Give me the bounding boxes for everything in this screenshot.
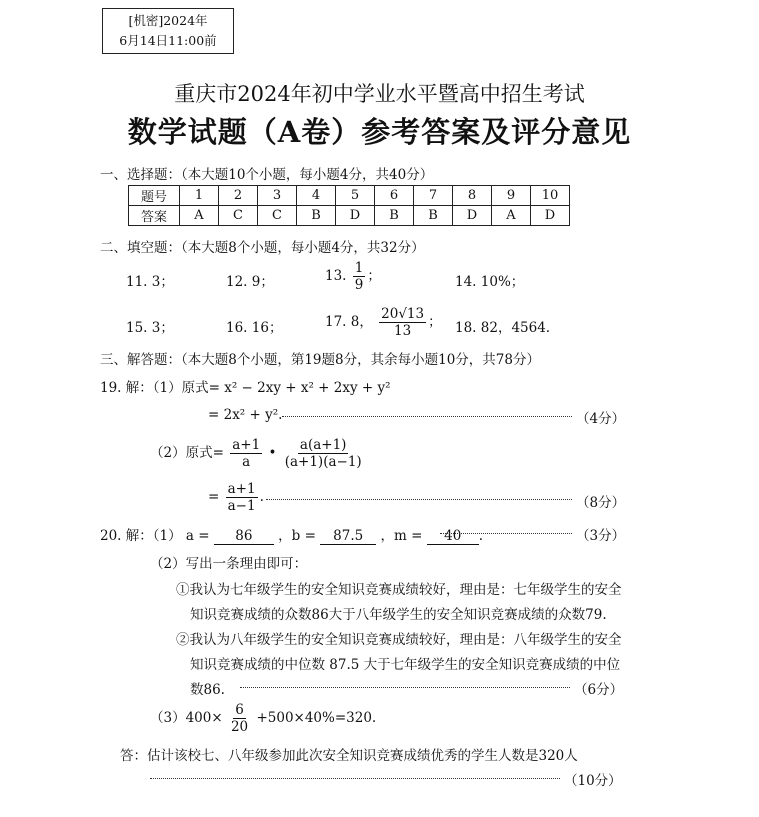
table-cell: A — [492, 206, 531, 226]
q20-label: 20. 解：（1） — [100, 528, 182, 544]
denominator: 20 — [230, 719, 249, 735]
q19-line2: = 2x² + y². — [208, 407, 283, 423]
q19-part1 — [100, 376, 391, 396]
denominator: a — [242, 454, 251, 470]
fraction — [229, 702, 250, 735]
numerator: 20√13 — [381, 306, 425, 322]
answer-17-suffix: ； — [428, 314, 442, 330]
fraction — [379, 306, 426, 339]
leader-dots — [282, 416, 572, 417]
answer-13-label: 13. — [325, 268, 347, 284]
denominator: 13 — [394, 323, 412, 339]
fraction — [353, 260, 366, 293]
answer-17 — [325, 306, 442, 339]
q20-reason2-line3: 数86. — [190, 682, 225, 698]
table-cell: D — [453, 206, 492, 226]
q20-part1: 20. 解：（1） a = 86 ，b = 87.5 ，m = 40 . — [100, 528, 483, 544]
table-cell: 10 — [531, 186, 570, 206]
denominator: 9 — [354, 277, 364, 293]
answer-13-suffix: ； — [367, 268, 381, 284]
q19-part2: （2）原式= $\frac{a+1}{a}$ • $\frac{a(a+1)}{(a+1)(a-1)}$ — [150, 437, 362, 470]
q20-m-value: 40 — [427, 528, 479, 545]
answer-15: 15. 3； — [126, 320, 174, 336]
table-cell: 6 — [375, 186, 414, 206]
table-cell: C — [219, 206, 258, 226]
table-cell: A — [180, 206, 219, 226]
q19-part2-label: （2）原式 — [150, 445, 213, 461]
section3-heading: 三、解答题：（本大题8个小题，第19题8分，其余每小题10分，共78分） — [100, 352, 540, 368]
table-cell: 1 — [180, 186, 219, 206]
table-cell: 8 — [453, 186, 492, 206]
q20-score3: （10分） — [564, 773, 622, 789]
q20-reason2-line2: 知识竞赛成绩的中位数 87.5 大于七年级学生的安全知识竞赛成绩的中位 — [190, 657, 621, 673]
table-cell: B — [414, 206, 453, 226]
row-label-number: 题号 — [129, 186, 180, 206]
confidential-stamp — [102, 8, 234, 54]
answer-17-label: 17. 8， — [325, 314, 373, 330]
numerator: a+1 — [227, 481, 256, 497]
numerator: a(a+1) — [299, 437, 347, 453]
table-row-numbers — [129, 186, 570, 206]
table-cell: 7 — [414, 186, 453, 206]
numerator: a+1 — [232, 437, 261, 453]
q19-line1: = x² − 2xy + x² + 2xy + y² — [208, 380, 391, 396]
denominator: (a+1)(a−1) — [284, 454, 362, 470]
q20-b-label: ，b = — [278, 528, 316, 544]
q20-part3 — [150, 702, 376, 735]
q20-part3-b: +500×40%=320. — [256, 710, 377, 726]
q19-label: 19. 解：（1）原式 — [100, 380, 209, 396]
fraction — [230, 437, 262, 470]
leader-dots — [440, 533, 572, 534]
section2-heading: 二、填空题：（本大题8个小题，每小题4分，共32分） — [100, 240, 425, 256]
table-cell: B — [297, 206, 336, 226]
q20-reason1-line1: ①我认为七年级学生的安全知识竞赛成绩较好，理由是：七年级学生的安全 — [176, 582, 622, 598]
table-cell: 9 — [492, 186, 531, 206]
secret-line-2: 6月14日11:00前 — [119, 33, 217, 48]
table-cell: D — [336, 206, 375, 226]
section1-heading: 一、选择题：（本大题10个小题，每小题4分，共40分） — [100, 167, 434, 183]
q19-result: = $\frac{a+1}{a-1}$ . — [208, 481, 264, 514]
table-cell: 5 — [336, 186, 375, 206]
leader-dots — [240, 687, 570, 688]
table-row-answers — [129, 206, 570, 226]
q19-score1: （4分） — [576, 411, 626, 427]
answer-18: 18. 82，4564. — [455, 320, 551, 336]
q20-score1: （3分） — [576, 528, 626, 544]
table-cell: D — [531, 206, 570, 226]
q20-reason2-line1: ②我认为八年级学生的安全知识竞赛成绩较好，理由是：八年级学生的安全 — [176, 632, 622, 648]
exam-title: 重庆市2024年初中学业水平暨高中招生考试 — [174, 82, 585, 106]
q20-b-value: 87.5 — [320, 528, 376, 545]
fraction — [226, 481, 258, 514]
numerator: 1 — [354, 260, 364, 276]
q20-score2: （6分） — [574, 682, 624, 698]
q20-part3-a: （3）400× — [150, 710, 223, 726]
row-label-answer: 答案 — [129, 206, 180, 226]
numerator: 6 — [235, 702, 244, 718]
q20-answer: 答：估计该校七、八年级参加此次安全知识竞赛成绩优秀的学生人数是320人 — [120, 748, 578, 764]
q20-m-label: ，m = — [380, 528, 423, 544]
table-cell: 3 — [258, 186, 297, 206]
table-cell: 2 — [219, 186, 258, 206]
q20-a-label: a = — [185, 528, 210, 544]
answer-table — [128, 185, 570, 226]
table-cell: 4 — [297, 186, 336, 206]
document-title: 数学试题（A卷）参考答案及评分意见 — [127, 115, 632, 149]
answer-16: 16. 16； — [226, 320, 283, 336]
denominator: a−1 — [227, 498, 256, 514]
leader-dots — [266, 499, 572, 500]
answer-11: 11. 3； — [126, 274, 174, 290]
q19-score2: （8分） — [576, 495, 626, 511]
answer-14: 14. 10%； — [455, 274, 525, 290]
q20-part2: （2）写出一条理由即可： — [150, 556, 308, 572]
secret-line-1: [机密]2024年 — [128, 13, 208, 28]
q20-a-value: 86 — [214, 528, 274, 545]
table-cell: C — [258, 206, 297, 226]
q20-reason1-line2: 知识竞赛成绩的众数86大于八年级学生的安全知识竞赛成绩的众数79. — [190, 607, 607, 623]
fraction — [283, 437, 364, 470]
table-cell: B — [375, 206, 414, 226]
answer-12: 12. 9； — [226, 274, 274, 290]
multiply-dot: • — [268, 445, 277, 461]
leader-dots — [150, 778, 560, 779]
answer-13 — [325, 260, 381, 293]
